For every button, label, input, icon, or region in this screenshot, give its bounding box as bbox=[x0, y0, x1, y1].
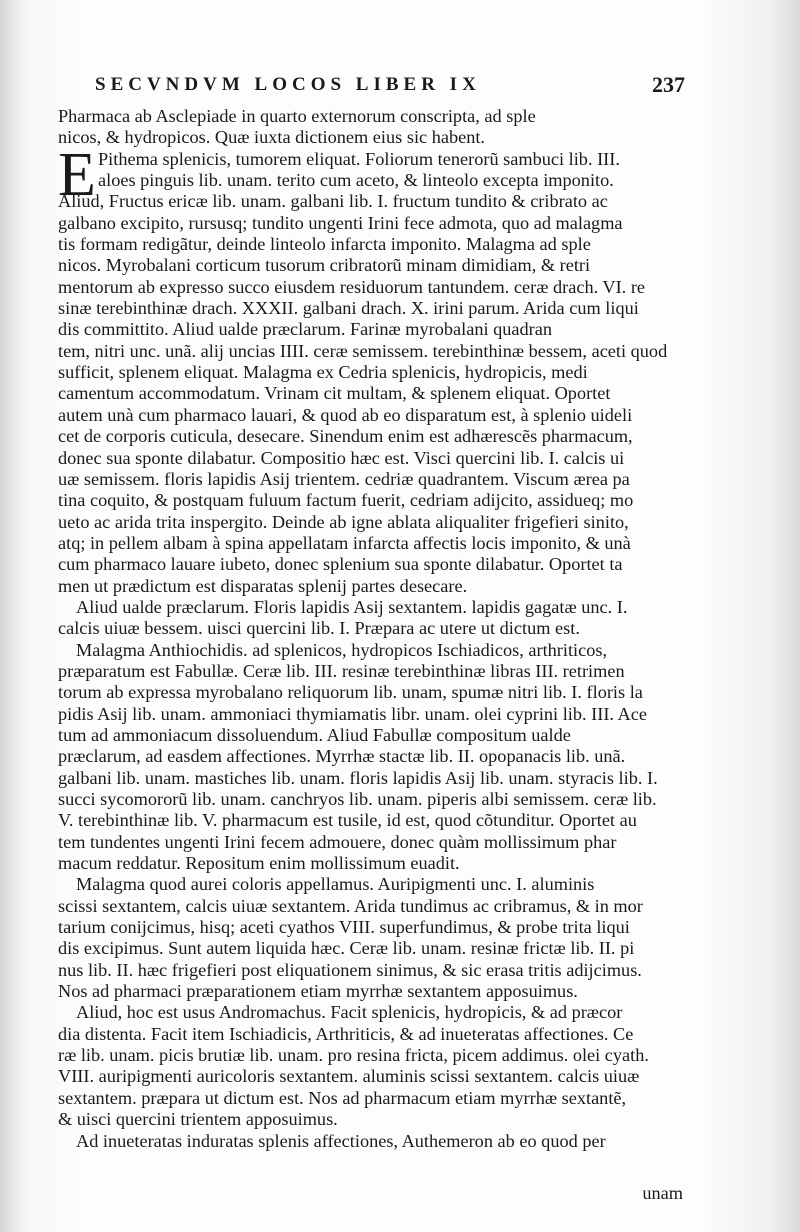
gutter-shadow bbox=[0, 0, 22, 1232]
text-line: VIII. auripigmenti auricoloris sextantem. aluminis scissi sextantem. calcis uiuæ bbox=[58, 1066, 640, 1087]
text-line: tum ad ammoniacum dissoluendum. Aliud Fabullæ compositum ualde bbox=[58, 724, 571, 745]
text-line: dis excipimus. Sunt autem liquida hæc. Ceræ lib. unam. resinæ frictæ lib. II. pi bbox=[58, 938, 635, 959]
paragraph bbox=[58, 1002, 683, 1130]
text-line: autem unà cum pharmaco lauari, & quod ab eo disparatum est, à splenio uideli bbox=[58, 404, 633, 425]
text-line: præparatum est Fabullæ. Ceræ lib. III. resinæ terebinthinæ libras III. retrimen bbox=[58, 660, 625, 681]
text-line: macum reddatur. Repositum enim mollissimum euadit. bbox=[58, 853, 460, 874]
text-line: pidis Asij lib. unam. ammoniaci thymiamatis libr. unam. olei cyprini lib. III. Ace bbox=[58, 703, 647, 724]
text-line: V. terebinthinæ lib. V. pharmacum est tusile, id est, quod cõtunditur. Oportet au bbox=[58, 810, 637, 831]
paragraph bbox=[58, 640, 683, 875]
text-line: sufficit, splenem eliquat. Malagma ex Cedria splenicis, hydropicis, medi bbox=[58, 362, 588, 383]
text-line: uæ semissem. floris lapidis Asij trientem. cedriæ quadrantem. Viscum ærea pa bbox=[58, 468, 630, 489]
text-line: Pharmaca ab Asclepiade in quarto externorum conscripta, ad sple bbox=[58, 106, 536, 126]
text-line: Malagma quod aurei coloris appellamus. Auripigmenti unc. I. aluminis bbox=[76, 874, 595, 895]
text-line: nicos, & hydropicos. Quæ iuxta dictionem eius sic habent. bbox=[58, 127, 486, 148]
text-line: ueto ac arida trita inspergito. Deinde ab igne ablata aliqualiter frigefieri sinito, bbox=[58, 511, 629, 532]
text-line: men ut prædictum est disparatas splenij partes desecare. bbox=[58, 575, 468, 596]
text-line: Nos ad pharmaci præparationem etiam myrrhæ sextantem apposuimus. bbox=[58, 981, 578, 1002]
page-header bbox=[95, 74, 685, 104]
text-line: tis formam redigãtur, deinde linteolo infarcta imponito. Malagma ad sple bbox=[58, 234, 591, 255]
text-line: calcis uiuæ bessem. uisci quercini lib. I. Præpara ac utere ut dictum est. bbox=[58, 618, 580, 639]
text-line: dis committito. Aliud ualde præclarum. Farinæ myrobalani quadran bbox=[58, 319, 553, 340]
drop-cap: E bbox=[58, 140, 96, 209]
text-line: sextantem. præpara ut dictum est. Nos ad pharmacum etiam myrrhæ sextantẽ, bbox=[58, 1087, 627, 1108]
running-head: SECVNDVM LOCOS LIBER IX bbox=[95, 74, 481, 95]
text-line: galbani lib. unam. mastiches lib. unam. floris lapidis Asij lib. unam. styracis lib. I. bbox=[58, 767, 658, 788]
body-text bbox=[58, 106, 683, 1152]
paragraph bbox=[58, 106, 683, 149]
text-line: camentum accommodatum. Vrinam cit multam, & splenem eliquat. Oportet bbox=[58, 383, 611, 404]
text-line: succi sycomororũ lib. unam. canchryos lib. unam. piperis albi semissem. ceræ lib. bbox=[58, 789, 657, 809]
text-line: Aliud, hoc est usus Andromachus. Facit splenicis, hydropicis, & ad præcor bbox=[76, 1002, 623, 1023]
text-line: ræ lib. unam. picis brutiæ lib. unam. pro resina fricta, picem addimus. olei cyath. bbox=[58, 1045, 649, 1066]
text-line: cum pharmaco lauare iubeto, donec splenium sua sponte dilabatur. Oportet ta bbox=[58, 554, 623, 575]
text-line: cet de corporis cuticula, desecare. Sinendum enim est adhærescẽs pharmacum, bbox=[58, 426, 633, 447]
catchword: unam bbox=[642, 1183, 683, 1203]
text-line: tina coquito, & postquam fuluum factum fuerit, cedriam adijcito, assidueq; mo bbox=[58, 490, 634, 511]
paragraph bbox=[58, 140, 683, 597]
text-line: & uisci quercini trientem apposuimus. bbox=[58, 1109, 338, 1130]
text-line: sinæ terebinthinæ drach. XXXII. galbani drach. X. irini parum. Arida cum liqui bbox=[58, 298, 639, 319]
page-edge-shadow bbox=[774, 0, 800, 1232]
text-line-content: Pithema splenicis, tumorem eliquat. Foliorum tenerorũ sambuci lib. III. bbox=[98, 148, 620, 169]
page-number: 237 bbox=[652, 72, 685, 97]
text-line: atq; in pellem albam à spina appellatam infarcta affectis locis imponito, & unà bbox=[58, 532, 631, 553]
text-line: præclarum, ad easdem affectiones. Myrrhæ stactæ lib. II. opopanacis lib. unã. bbox=[58, 746, 626, 767]
text-line: scissi sextantem, calcis uiuæ sextantem. Arida tundimus ac cribramus, & in mor bbox=[58, 895, 643, 916]
text-line: torum ab expressa myrobalano reliquorum lib. unam, spumæ nitri lib. I. floris la bbox=[58, 682, 643, 703]
text-line: tem, nitri unc. unã. alij uncias IIII. ceræ semissem. terebinthinæ bessem, aceti quod bbox=[58, 340, 668, 361]
paragraph bbox=[58, 874, 683, 1002]
text-line: dia distenta. Facit item Ischiadicis, Arthriticis, & ad inueteratas affectiones. Ce bbox=[58, 1023, 634, 1044]
paragraph bbox=[58, 1131, 683, 1152]
text-line: Aliud, Fructus ericæ lib. unam. galbani lib. I. fructum tundito & cribrato ac bbox=[58, 191, 608, 212]
text-line: nicos. Myrobalani corticum tusorum cribratorũ minam dimidiam, & retri bbox=[58, 255, 591, 276]
text-line: galbano excipito, rursusq; tundito ungenti Irini fece admota, quo ad malagma bbox=[58, 212, 623, 233]
text-line: Ad inueteratas induratas splenis affectiones, Authemeron ab eo quod per bbox=[76, 1130, 606, 1151]
text-line: donec sua sponte dilabatur. Compositio hæc est. Visci quercini lib. I. calcis ui bbox=[58, 447, 625, 468]
text-line: tarium conijcimus, hisq; aceti cyathos VIII. superfundimus, & probe trita liqui bbox=[58, 917, 630, 938]
text-line bbox=[58, 170, 683, 191]
text-line: mentorum ab expresso succo eiusdem residuorum tantundem. ceræ drach. VI. re bbox=[58, 276, 646, 297]
text-line: nus lib. II. hæc frigefieri post eliquationem sinimus, & sic erasa tritis adijcimus. bbox=[58, 959, 642, 980]
text-line: Malagma Anthiochidis. ad splenicos, hydropicos Ischiadicos, arthriticos, bbox=[76, 639, 608, 660]
text-line-content: aloes pinguis lib. unam. terito cum aceto, & linteolo excepta imponito. bbox=[98, 170, 614, 191]
text-line: Aliud ualde præclarum. Floris lapidis Asij sextantem. lapidis gagatæ unc. I. bbox=[76, 596, 628, 617]
paragraph bbox=[58, 597, 683, 640]
text-line: tem tundentes ungenti Irini fecem admouere, donec quàm mollissimum phar bbox=[58, 831, 617, 852]
